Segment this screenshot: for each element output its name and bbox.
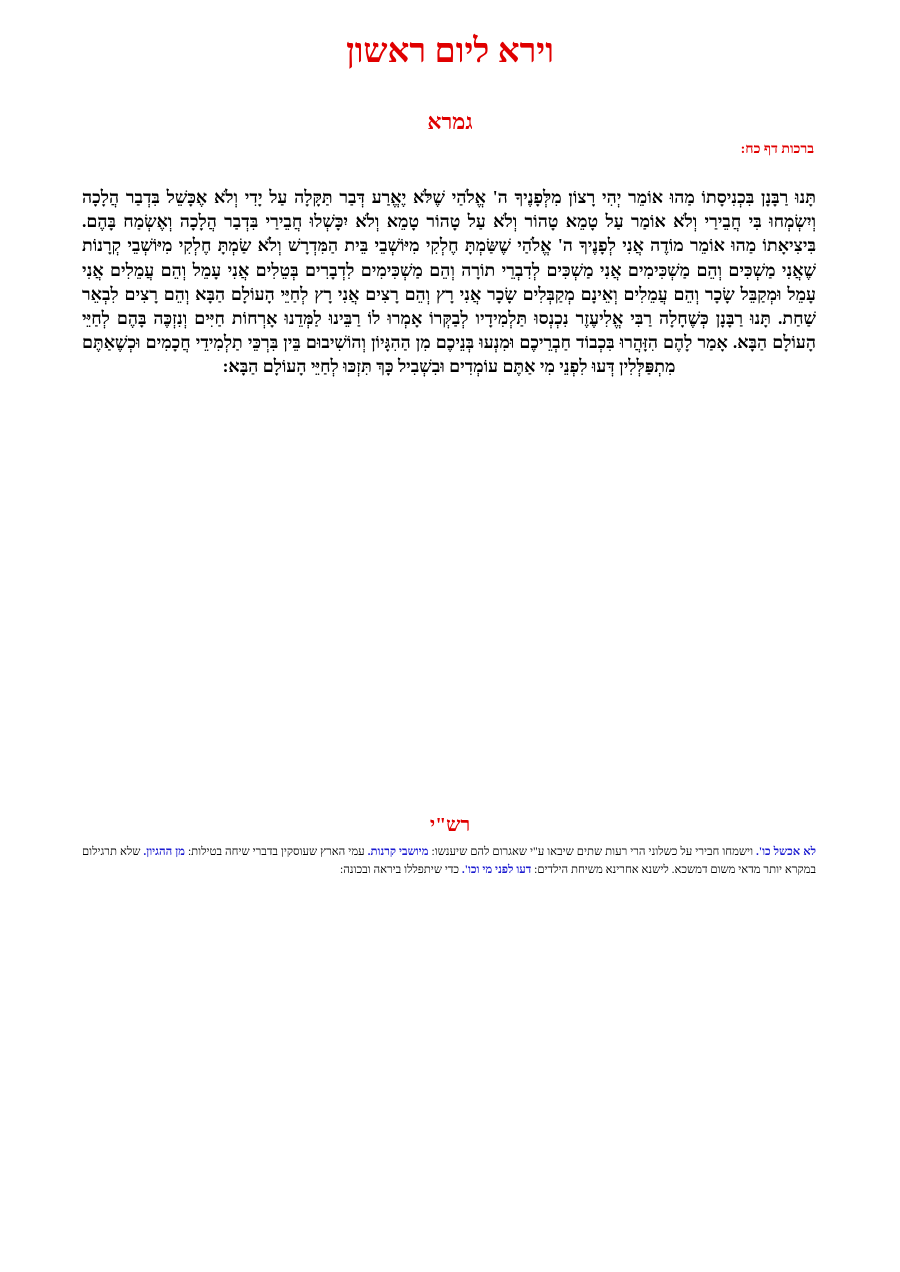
rashi-comment: שלא תרגילום במקרא יותר מדאי משום דמשכא. לישנא אחרינא משיחת הילדים:	[82, 846, 816, 876]
rashi-comment: כדי שיתפללו ביראה ובכונה:	[340, 863, 462, 876]
rashi-dibur-hamatchil: מן ההגיון.	[143, 846, 185, 858]
page-title: וירא ליום ראשון	[346, 33, 554, 70]
rashi-comment: עמי הארץ שעוסקין בדברי שיחה בטילות:	[184, 846, 368, 858]
rashi-text	[82, 844, 816, 879]
gemara-heading: גמרא	[427, 109, 473, 134]
gemara-text: תָּנוּ רַבָּנָן בִּכְנִיסָתוֹ מַהוּ אוֹמֵר יְהִי רָצוֹן מִלְּפָנֶיךָ ה' אֱלֹהַי שֶׁלֹּא יֶאֱרַע דְּבַר תַּקָּלָה עַל יָדִי וְלֹא אֶכָּשֵׁל בִּדְבַר הֲלָכָה וְיִשְׂמְחוּ בִּי חֲבֵירַי וְלֹא אוֹמַר עַל טָמֵא טָהוֹר וְלֹא עַל טָהוֹר טָמֵא וְלֹא יִכָּשְׁלוּ חֲבֵירַי בִּדְבַר הֲלָכָה וְאֶשְׂמַח בָּהֶם. בִּיצִיאָתוֹ מַהוּ אוֹמֵר מוֹדֶה אֲנִי לְפָנֶיךָ ה' אֱלֹהַי שֶׁשַּׂמְתָּ חֶלְקִי מִיּוֹשְׁבֵי בֵּית הַמִּדְרָשׁ וְלֹא שַׂמְתָּ חֶלְקִי מִיּוֹשְׁבֵי קְרָנוֹת שֶׁאֲנִי מַשְׁכִּים וְהֵם מַשְׁכִּימִים אֲנִי מַשְׁכִּים לְדִבְרֵי תוֹרָה וְהֵם מַשְׁכִּימִים לִדְבָרִים בְּטֵלִים אֲנִי עָמֵל וְהֵם עֲמֵלִים אֲנִי עָמֵל וּמְקַבֵּל שָׂכָר וְהֵם עֲמֵלִים וְאֵינָם מְקַבְּלִים שָׂכָר אֲנִי רָץ וְהֵם רָצִים אֲנִי רָץ לְחַיֵּי הָעוֹלָם הַבָּא וְהֵם רָצִים לִבְאֵר שַׁחַת. תָּנוּ רַבָּנָן כְּשֶׁחָלָה רַבִּי אֱלִיעֶזֶר נִכְנְסוּ תַּלְמִידָיו לְבַקְּרוֹ אָמְרוּ לוֹ רַבֵּינוּ לַמְּדֵנוּ אָרְחוֹת חַיִּים וְנִזְכֶּה בָּהֶם לְחַיֵּי הָעוֹלָם הַבָּא. אָמַר לָהֶם הִזָּהֲרוּ בִּכְבוֹד חַבְרֵיכֶם וּמִנְעוּ בְּנֵיכֶם מִן הַהִגָּיוֹן וְהוֹשִׁיבוּם בֵּין בִּרְכֵּי תַלְמִידֵי חֲכָמִים וּכְשֶׁאַתֶּם מִתְפַּלְּלִין דְּעוּ לִפְנֵי מִי אַתֶּם עוֹמְדִים וּבִשְׁבִיל כָּךְ תִּזְכּוּ לְחַיֵּי הָעוֹלָם הַבָּא:	[82, 187, 816, 377]
source-reference: ברכות דף כח:	[740, 142, 814, 157]
rashi-dibur-hamatchil: דעו לפני מי וכו'.	[461, 863, 532, 876]
rashi-dibur-hamatchil: לא אכשל כו'.	[756, 846, 816, 858]
rashi-dibur-hamatchil: מיושבי קרנות.	[367, 846, 429, 858]
rashi-comment: וישמחו חבירי על כשלוני הרי רעות שתים שיבאו ע"י שאגרום להם שיענשו:	[428, 846, 757, 858]
rashi-heading: רש"י	[429, 814, 471, 836]
